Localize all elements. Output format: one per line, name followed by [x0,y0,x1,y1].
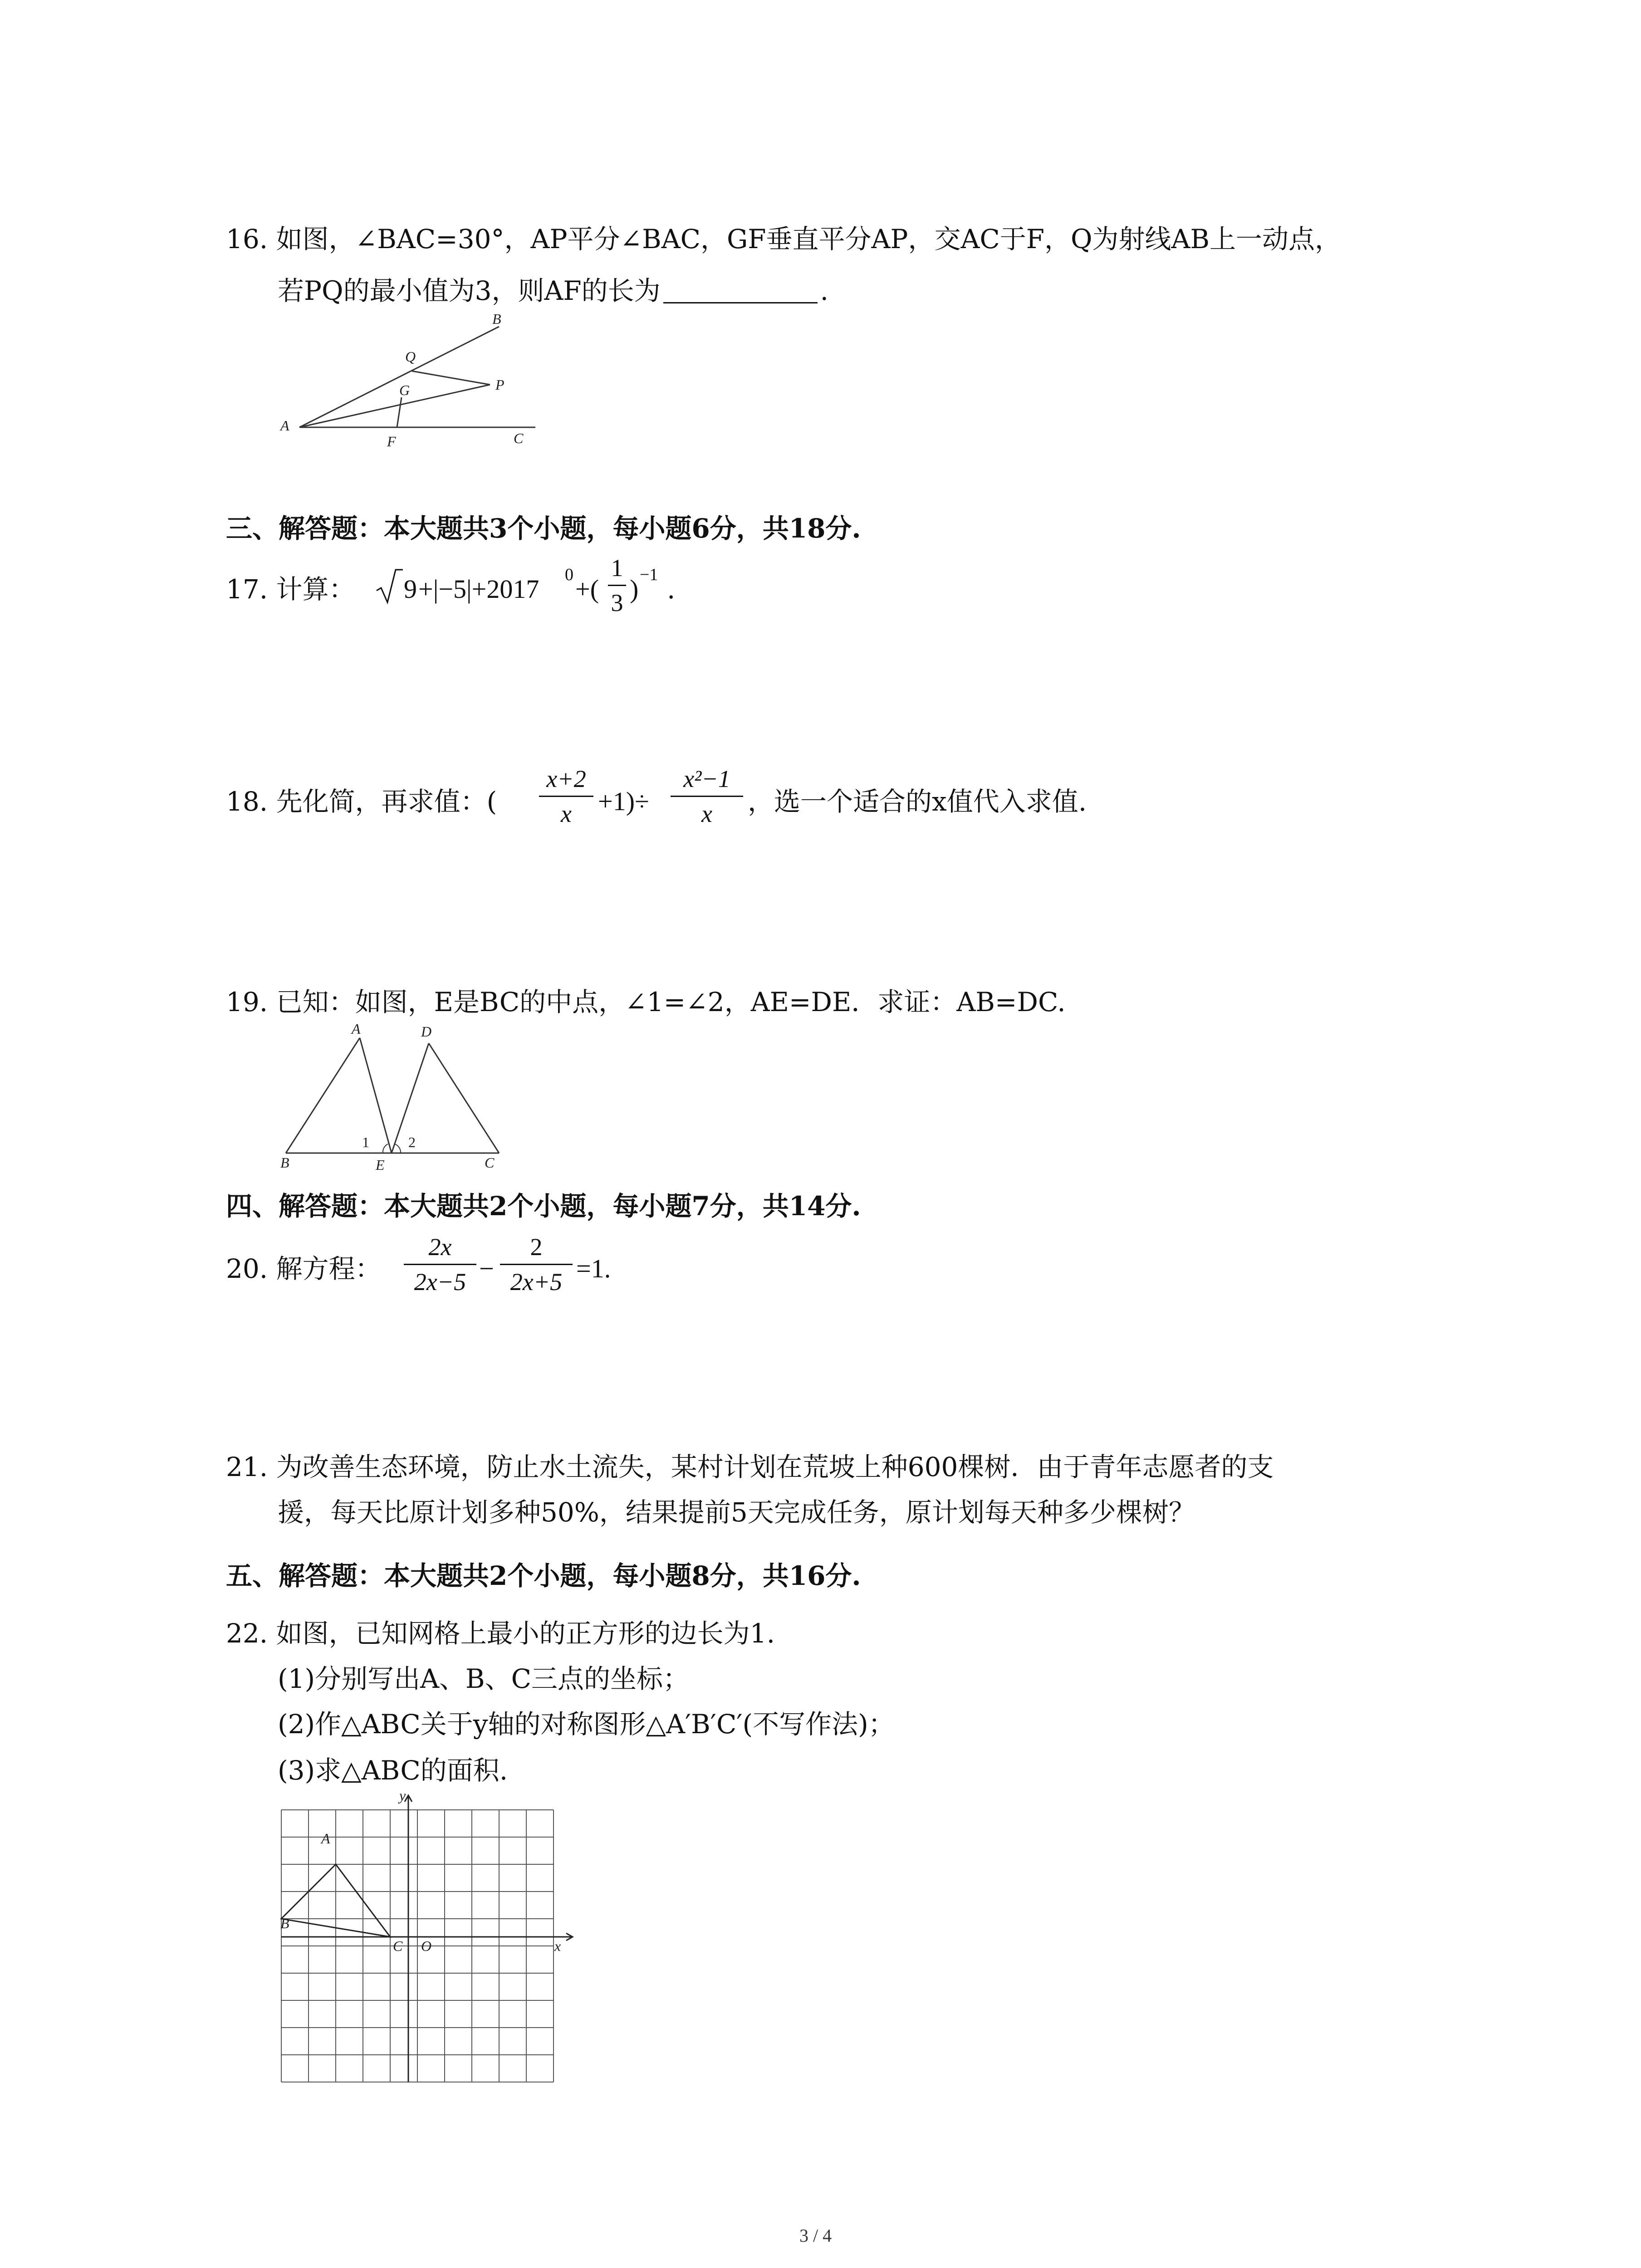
q20-minus: − [479,1254,494,1283]
q19-label-C: C [485,1154,495,1171]
q20-f2-num: 2 [530,1233,543,1261]
q22-part-3: (3)求△ABC的面积. [278,1755,508,1786]
q21-line2: 援，每天比原计划多种50%，结果提前5天完成任务，原计划每天种多少棵树？ [278,1497,1195,1528]
q16-label-Q: Q [405,348,416,365]
q20-fraction-1 [404,1235,476,1294]
sqrt-sign [376,568,403,604]
q20-f1-num: 2x [428,1233,452,1261]
q16-line1: 16. 如图，∠BAC=30°，AP平分∠BAC，GF垂直平分AP，交AC于F，Q为射线AB上一动点， [226,224,1342,254]
q20-f1-den: 2x−5 [414,1268,466,1295]
q17-close: ) [630,574,639,604]
q17-fraction [608,556,626,615]
q22-label-A: A [321,1830,330,1847]
q18-f2-num: x²−1 [683,765,730,792]
q22-stem: 22. 如图，已知网格上最小的正方形的边长为1. [226,1618,775,1649]
q22-label-O: O [421,1938,432,1954]
q16-line2 [278,275,829,306]
q16-label-G: G [399,382,410,398]
q18-prefix: 18. 先化简，再求值：( [226,786,497,817]
page-number: 3 / 4 [799,2225,832,2246]
q18-fraction-2 [671,767,743,826]
q17-prefix: 17. 计算： [226,574,355,605]
q16-period: . [820,275,829,306]
q20-prefix: 20. 解方程： [226,1253,382,1284]
q20-f2-den: 2x+5 [510,1268,563,1295]
q19-label-A: A [352,1021,361,1037]
q20-fraction-2 [500,1235,573,1294]
q16-label-F: F [387,433,396,450]
q17-frac-num: 1 [611,554,623,582]
q17-plus-paren: +( [575,574,599,604]
q17-sqrt-arg: 9 [404,574,417,604]
q16-label-P: P [495,376,505,393]
answer-blank[interactable] [663,282,818,303]
q17-frac-den: 3 [611,589,623,616]
q18-f2-den: x [701,800,712,827]
q18-f1-num: x+2 [546,765,586,792]
section-4-heading: 四、解答题：本大题共2个小题，每小题7分，共14分. [226,1191,861,1222]
q16-label-C: C [514,430,524,446]
q18-fraction-1 [539,767,593,826]
q17-mid: +|−5|+2017 [418,574,539,604]
q18-suffix: ，选一个适合的x值代入求值. [748,786,1087,817]
q19-label-B: B [280,1154,289,1171]
q17-exponent-0: 0 [565,565,573,584]
q18-f1-den: x [561,800,572,827]
q16-label-A: A [280,417,289,434]
q19-label-E: E [376,1157,385,1173]
q22-part-1: (1)分别写出A、B、C三点的坐标； [278,1663,690,1694]
q17-exponent-neg1: −1 [640,565,658,584]
q22-part-2: (2)作△ABC关于y轴的对称图形△A′B′C′(不写作法)； [278,1709,895,1740]
q19-label-D: D [421,1023,432,1040]
section-3-heading: 三、解答题：本大题共3个小题，每小题6分，共18分. [226,513,861,544]
q17-end: . [667,574,676,605]
q16-label-B: B [492,311,501,327]
q19-text: 19. 已知：如图，E是BC的中点，∠1=∠2，AE=DE．求证：AB=DC. [226,987,1066,1017]
q19-figure [272,1025,517,1166]
q22-label-C: C [393,1938,403,1954]
q22-label-y: y [399,1787,406,1804]
section-5-heading: 五、解答题：本大题共2个小题，每小题8分，共16分. [226,1560,861,1591]
q22-label-x: x [554,1938,561,1954]
q21-line1: 21. 为改善生态环境，防止水土流失，某村计划在荒坡上种600棵树．由于青年志愿者的支 [226,1452,1274,1482]
q22-label-B: B [280,1915,289,1931]
q18-plus1-div: +1)÷ [598,787,649,816]
q20-suffix: =1. [576,1254,611,1283]
q16-line2-text: 若PQ的最小值为3，则AF的长为 [278,275,661,306]
q19-label-2: 2 [408,1134,416,1150]
q19-label-1: 1 [362,1134,369,1150]
